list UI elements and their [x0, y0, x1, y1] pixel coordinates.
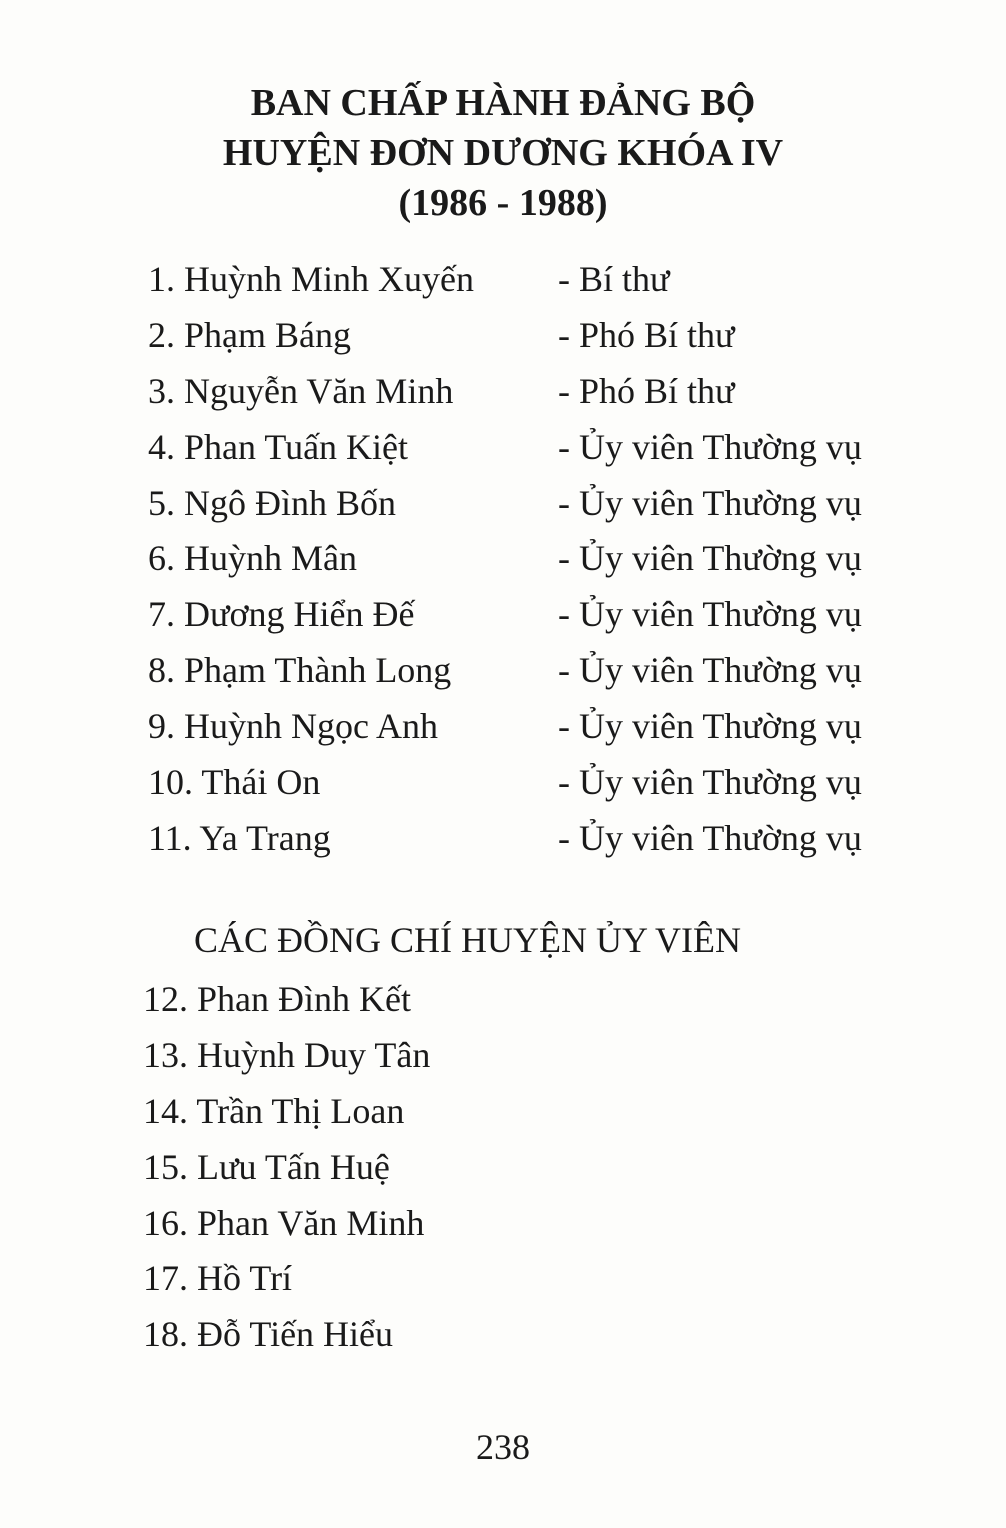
- list-item: [148, 364, 908, 420]
- list-item: [148, 531, 908, 587]
- member-name: 9. Huỳnh Ngọc Anh: [148, 706, 438, 747]
- member-role: - Ủy viên Thường vụ: [558, 594, 862, 635]
- list-item: [148, 755, 908, 811]
- member-name: 8. Phạm Thành Long: [148, 650, 452, 691]
- member-role: - Bí thư: [558, 259, 670, 299]
- title-line-2: HUYỆN ĐƠN DƯƠNG KHÓA IV: [222, 132, 784, 174]
- list-item: [143, 1084, 743, 1140]
- member-name: 11. Ya Trang: [148, 817, 331, 858]
- list-item: [143, 1196, 743, 1252]
- list-item: [143, 1140, 743, 1196]
- member-name: 17. Hồ Trí: [143, 1258, 293, 1299]
- member-name: 3. Nguyễn Văn Minh: [148, 370, 454, 411]
- list-item: [148, 252, 908, 308]
- member-role: - Ủy viên Thường vụ: [558, 762, 862, 803]
- list-item: [148, 643, 908, 699]
- executive-members-list: [148, 252, 908, 867]
- list-item: [143, 1307, 743, 1363]
- member-name: 14. Trần Thị Loan: [143, 1090, 405, 1131]
- member-name: 6. Huỳnh Mân: [148, 538, 357, 579]
- list-item: [148, 699, 908, 755]
- list-item: [148, 308, 908, 364]
- list-item: [148, 420, 908, 476]
- member-name: 1. Huỳnh Minh Xuyến: [148, 259, 474, 299]
- title-line-1: BAN CHẤP HÀNH ĐẢNG BỘ: [250, 82, 756, 124]
- member-name: 13. Huỳnh Duy Tân: [143, 1034, 431, 1075]
- list-item: [148, 811, 908, 867]
- member-name: 5. Ngô Đình Bốn: [148, 482, 397, 523]
- member-name: 2. Phạm Báng: [148, 314, 351, 355]
- member-role: - Phó Bí thư: [558, 314, 735, 355]
- member-role: - Ủy viên Thường vụ: [558, 426, 862, 467]
- member-name: 7. Dương Hiển Đế: [148, 594, 415, 635]
- member-role: - Phó Bí thư: [558, 370, 735, 411]
- list-item: [148, 587, 908, 643]
- list-item: [143, 972, 743, 1028]
- member-role: - Ủy viên Thường vụ: [558, 482, 862, 523]
- title-line-3: (1986 - 1988): [398, 182, 608, 224]
- member-role: - Ủy viên Thường vụ: [558, 538, 862, 579]
- member-role: - Ủy viên Thường vụ: [558, 650, 862, 691]
- member-name: 4. Phan Tuấn Kiệt: [148, 426, 409, 467]
- committee-members-list: [143, 972, 743, 1363]
- page-number: 238: [476, 1427, 530, 1467]
- member-name: 16. Phan Văn Minh: [143, 1202, 425, 1243]
- list-item: [143, 1251, 743, 1307]
- member-name: 10. Thái On: [148, 762, 321, 803]
- list-item: [148, 476, 908, 532]
- member-name: 12. Phan Đình Kết: [143, 979, 411, 1019]
- page-title: [0, 78, 1006, 228]
- section-heading: CÁC ĐỒNG CHÍ HUYỆN ỦY VIÊN: [194, 920, 741, 960]
- member-name: 15. Lưu Tấn Huệ: [143, 1146, 390, 1187]
- list-item: [143, 1028, 743, 1084]
- member-name: 18. Đỗ Tiến Hiểu: [143, 1314, 394, 1355]
- member-role: - Ủy viên Thường vụ: [558, 706, 862, 747]
- member-role: - Ủy viên Thường vụ: [558, 817, 862, 858]
